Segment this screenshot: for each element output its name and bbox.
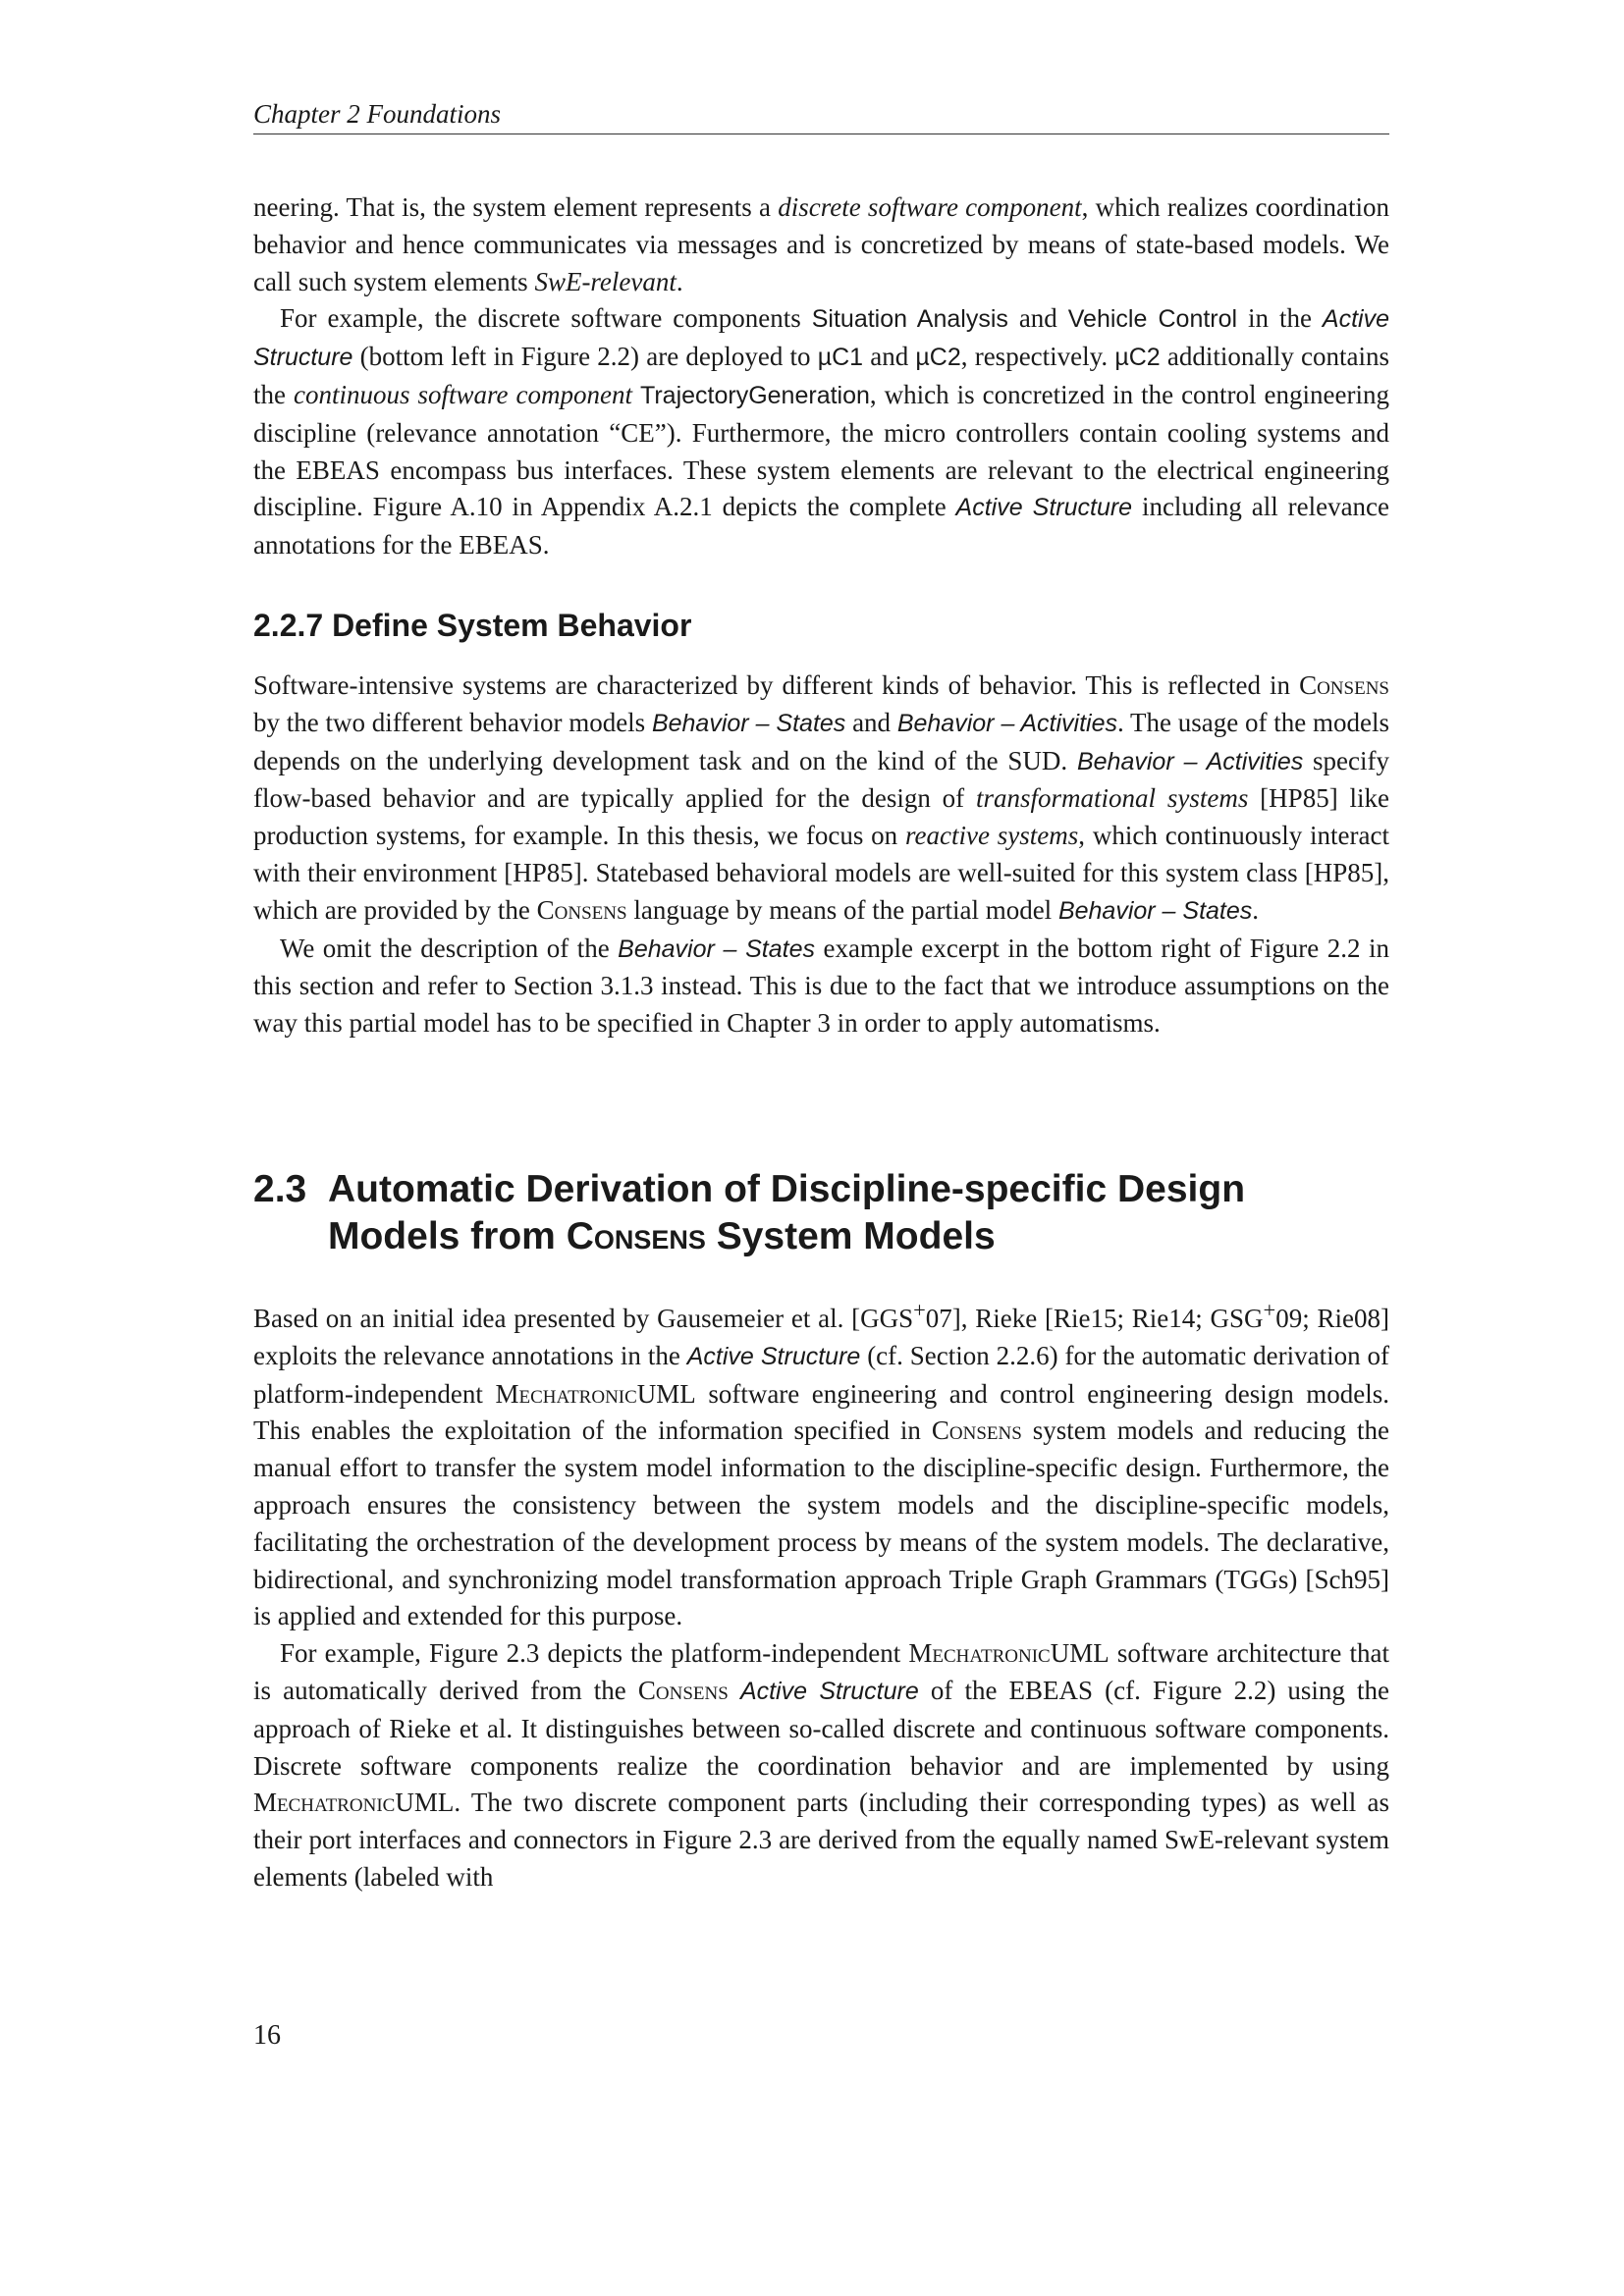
section-title-line1: Automatic Derivation of Discipline-specific Design	[328, 1168, 1246, 1210]
paragraph: We omit the description of the Behavior – States example excerpt in the bottom right of Figure 2.2 in this section and refer to Section 3.1.3 instead. This is due to the fact that we introduce assumptions on the way this partial model has to be specified in Chapter 3 in order to apply automatisms.	[253, 933, 1389, 1039]
section-heading	[253, 1166, 1389, 1260]
section-number: 2.3	[253, 1168, 307, 1210]
paragraph: Software-intensive systems are characterized by different kinds of behavior. This is reflected in Consens by the two different behavior models Behavior – States and Behavior – Activities. The usage of the models depends on the underlying development task and on the kind of the SUD. Behavior – Activities specify flow-based behavior and are typically applied for the design of transformational systems [HP85] like production systems, for example. In this thesis, we focus on reactive systems, which continuously interact with their environment [HP85]. Statebased behavioral models are well-suited for this system class [HP85], which are provided by the Consens language by means of the partial model Behavior – States.	[253, 670, 1390, 925]
document-page	[253, 0, 1389, 2296]
subsection-heading: 2.2.7 Define System Behavior	[253, 608, 692, 643]
section-title-line2: Models from Consens System Models	[328, 1215, 996, 1257]
section-2-2-7-body	[253, 667, 1389, 1042]
section-2-3-body	[253, 1292, 1389, 1896]
paragraph: Based on an initial idea presented by Gausemeier et al. [GGS+07], Rieke [Rie15; Rie14; GSG+09; Rie08] exploits the relevance annotations in the Active Structure (cf. Section 2.2.6) for the automatic derivation of platform-independent MechatronicUML software engineering and control engineering design models. This enables the exploitation of the information specified in Consens system models and reducing the manual effort to transfer the system model information to the discipline-specific design. Furthermore, the approach ensures the consistency between the system models and the discipline-specific models, facilitating the orchestration of the development process by means of the system models. The declarative, bidirectional, and synchronizing model transformation approach Triple Graph Grammars (TGGs) [Sch95] is applied and extended for this purpose.	[253, 1298, 1389, 1631]
page-number: 16	[253, 2020, 281, 2051]
running-header	[253, 94, 1389, 134]
section-2-2-6-continuation	[253, 189, 1389, 564]
paragraph: For example, Figure 2.3 depicts the platform-independent MechatronicUML software architecture that is automatically derived from the Consens Active Structure of the EBEAS (cf. Figure 2.2) using the approach of Rieke et al. It distinguishes between so-called discrete and continuous software components. Discrete software components realize the coordination behavior and are implemented by using MechatronicUML. The two discrete component parts (including their corresponding types) as well as their port interfaces and connectors in Figure 2.3 are derived from the equally named SwE-relevant system elements (labeled with	[253, 1638, 1390, 1892]
paragraph: For example, the discrete software components Situation Analysis and Vehicle Control in the Active Structure (bottom left in Figure 2.2) are deployed to µC1 and µC2, respectively. µC2 additionally contains the continuous software component TrajectoryGeneration, which is concretized in the control engineering discipline (relevance annotation “CE”). Furthermore, the micro controllers contain cooling systems and the EBEAS encompass bus interfaces. These system elements are relevant to the electrical engineering discipline. Figure A.10 in Appendix A.2.1 depicts the complete Active Structure including all relevance annotations for the EBEAS.	[253, 303, 1390, 561]
paragraph: neering. That is, the system element represents a discrete software component, which realizes coordination behavior and hence communicates via messages and is concretized by means of state-based models. We call such system elements SwE-relevant.	[253, 192, 1389, 296]
running-title: Chapter 2 Foundations	[253, 99, 502, 129]
